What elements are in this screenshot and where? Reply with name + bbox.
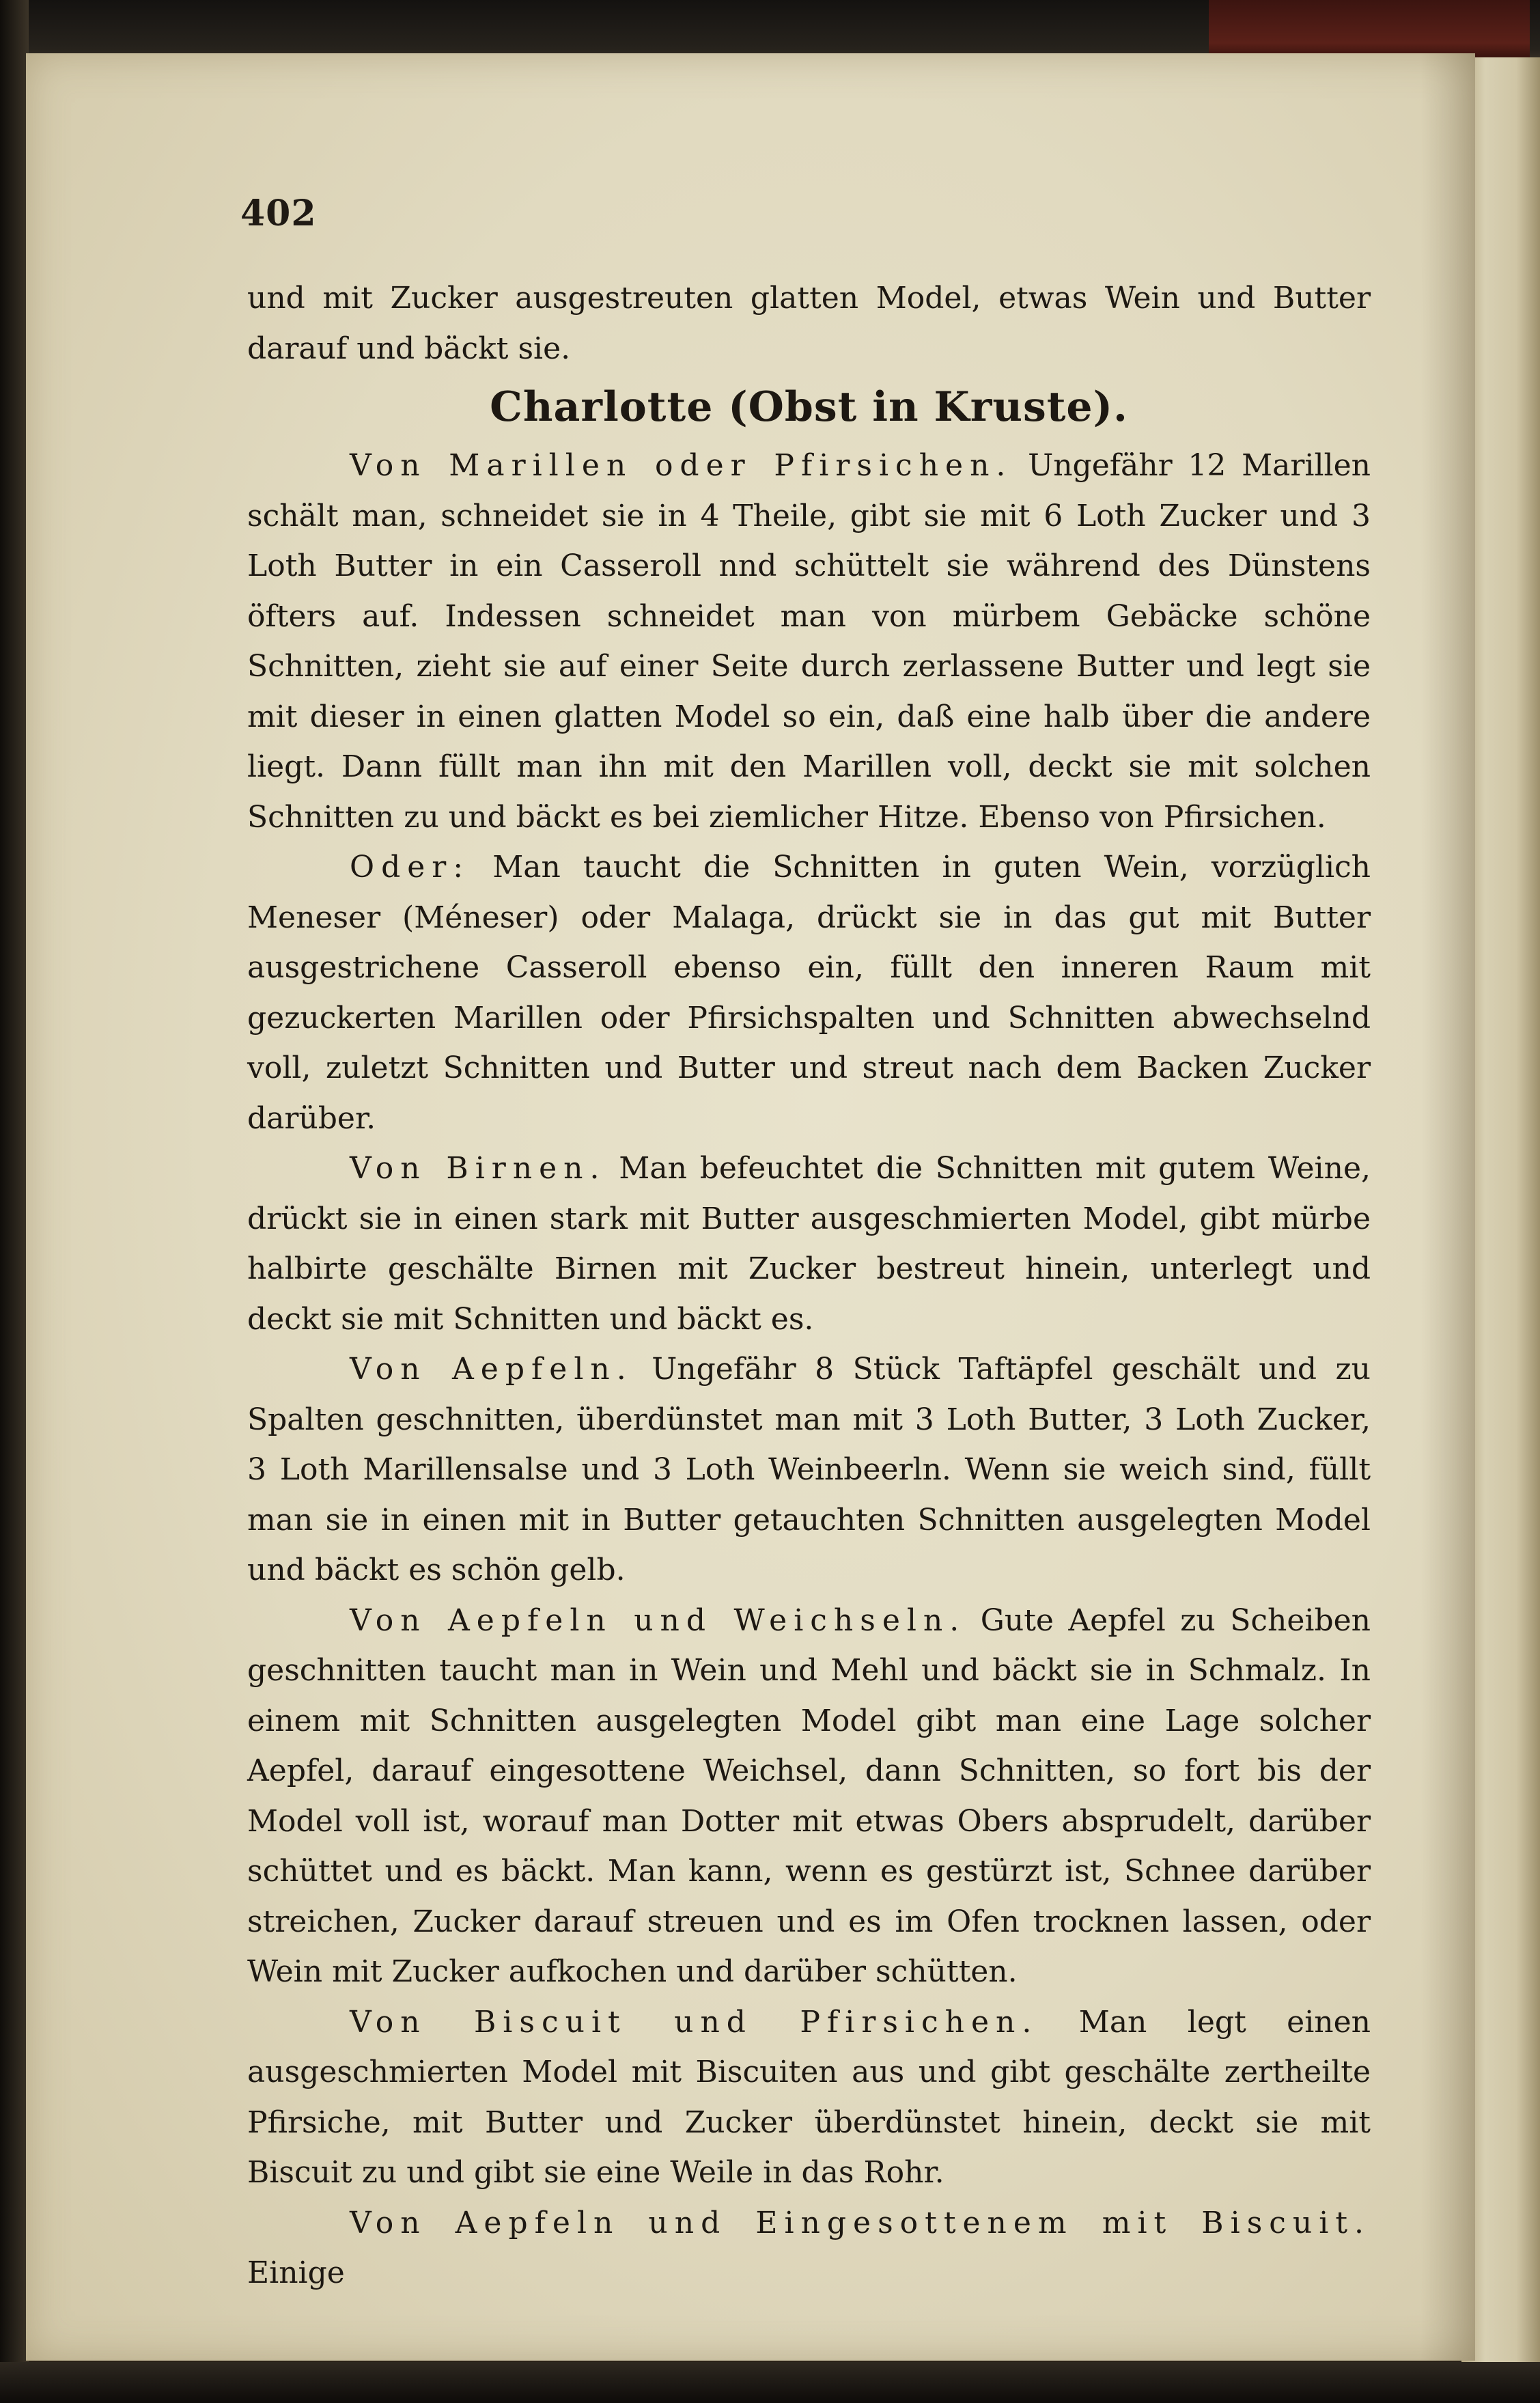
section-title: Von Birnen. <box>350 1151 606 1186</box>
section-title: Von Aepfeln. <box>350 1352 633 1387</box>
page-body <box>247 273 1371 2298</box>
section-oder <box>247 842 1371 1143</box>
scan-border-bottom <box>0 2362 1540 2403</box>
section-aepfeln-eingesottenem <box>247 2198 1371 2298</box>
scan-border-left <box>0 0 29 2403</box>
binding-ribbon <box>1209 0 1530 61</box>
section-title: Von Marillen oder Pfirsichen. <box>350 448 1013 483</box>
section-text: Man taucht die Schnitten in guten Wein, vorzüglich Meneser (Méneser) oder Malaga, drückt sie in das gut mit Butter ausgestrichene Casseroll ebenso ein, füllt den inneren Raum mit gezuckerten Marillen oder Pfirsichspalten und Schnitten abwechselnd voll, zuletzt Schnitten und Butter und streut nach dem Backen Zucker darüber. <box>247 850 1371 1136</box>
page-number: 402 <box>240 193 317 234</box>
recipe-heading: Charlotte (Obst in Kruste). <box>490 383 1128 431</box>
section-aepfeln <box>247 1344 1371 1596</box>
section-aepfeln-weichseln <box>247 1596 1371 1997</box>
section-text: Man legt einen ausgeschmierten Model mit Biscuiten aus und gibt geschälte zertheilte Pfirsiche, mit Butter und Zucker überdünstet hinein, deckt sie mit Biscuit zu und gibt sie eine Weile in das Rohr. <box>247 2004 1371 2190</box>
section-title: Von Aepfeln und Weichseln. <box>350 1602 966 1638</box>
gutter-shadow <box>1420 53 1475 2361</box>
section-biscuit-pfirsichen <box>247 1997 1371 2198</box>
section-text: Ungefähr 8 Stück Taftäpfel geschält und zu Spalten geschnitten, überdünstet man mit 3 Loth Butter, 3 Loth Zucker, 3 Loth Marillensalse und 3 Loth Weinbeerln. Wenn sie weich sind, füllt man sie in einen mit in Butter getauchten Schnitten ausgelegten Model und bäckt es schön gelb. <box>247 1352 1371 1587</box>
section-text: Gute Aepfel zu Scheiben geschnitten taucht man in Wein und Mehl und bäckt sie in Schmalz. In einem mit Schnitten ausgelegten Model gibt man eine Lage solcher Aepfel, darauf eingesottene Weichsel, dann Schnitten, so fort bis der Model voll ist, worauf man Dotter mit etwas Obers absprudelt, darüber schüttet und es bäckt. Man kann, wenn es gestürzt ist, Schnee darüber streichen, Zucker darauf streuen und es im Ofen trocknen lassen, oder Wein mit Zucker aufkochen und darüber schütten. <box>247 1602 1371 1989</box>
section-title: Von Biscuit und Pfirsichen. <box>350 2004 1039 2040</box>
lead-paragraph: und mit Zucker ausgestreuten glatten Model, etwas Wein und Butter darauf und bäckt sie. <box>247 281 1371 366</box>
section-text: Ungefähr 12 Marillen schält man, schneidet sie in 4 Theile, gibt sie mit 6 Loth Zucker und 3 Loth Butter in ein Casseroll nnd schüttelt sie während des Dünstens öfters auf. Indessen schneidet man von mürbem Gebäcke schöne Schnitten, zieht sie auf einer Seite durch zerlassene Butter und legt sie mit dieser in einen glatten Model so ein, daß eine halb über die andere liegt. Dann füllt man ihn mit den Marillen voll, deckt sie mit solchen Schnitten zu und bäckt es bei ziemlicher Hitze. Ebenso von Pfirsichen. <box>247 448 1371 835</box>
section-title: Von Aepfeln und Eingesottenem mit Biscuit. <box>350 2205 1371 2240</box>
section-text: Man befeuchtet die Schnitten mit gutem Weine, drückt sie in einen stark mit Butter ausgeschmierten Model, gibt mürbe halbirte geschälte Birnen mit Zucker bestreut hinein, unterlegt und deckt sie mit Schnitten und bäckt es. <box>247 1151 1371 1337</box>
section-title: Oder: <box>350 850 471 885</box>
section-marillen <box>247 441 1371 842</box>
section-text: Einige <box>247 2255 345 2290</box>
section-birnen <box>247 1143 1371 1344</box>
